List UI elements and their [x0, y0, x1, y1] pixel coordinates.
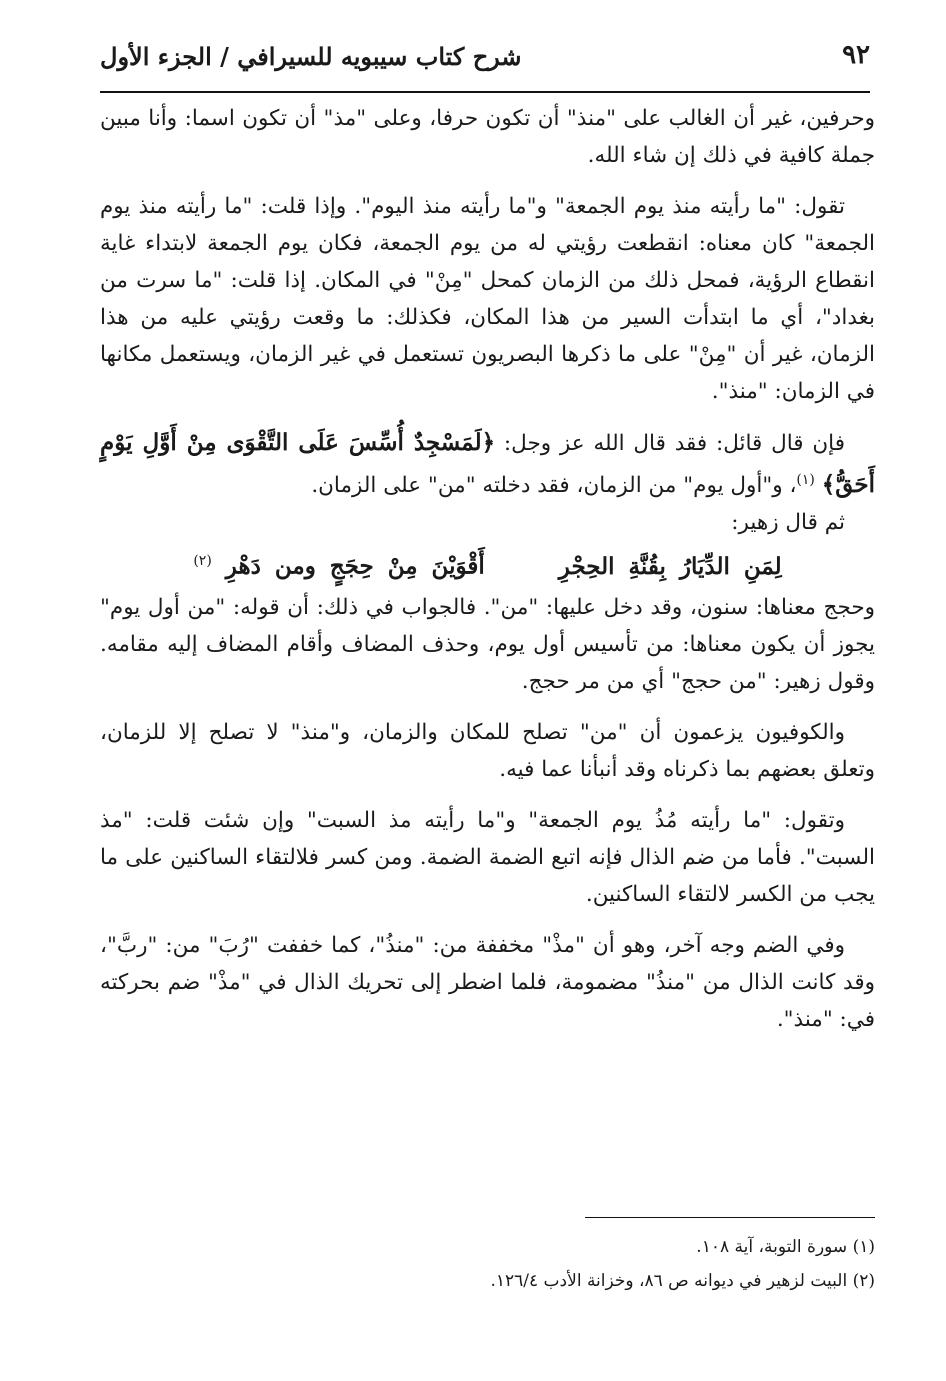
- footnote-mark-2: (٢): [193, 553, 212, 570]
- footnote-1: (١) سورة التوبة، آية ١٠٨.: [696, 1237, 875, 1257]
- header-rule: [100, 91, 870, 93]
- poetry-verse: [100, 543, 875, 585]
- paragraph-8: وفي الضم وجه آخر، وهو أن "مذْ" مخففة من: "منذُ"، كما خففت "رُبَ" من: "ربَّ"، وقد كانت الذال من "منذُ" مضمومة، فلما اضطر إلى تحريك الذال في "مذْ" ضم بحركته في: "منذ".: [100, 932, 875, 1032]
- page-header: [100, 36, 870, 86]
- paragraph-3-end: ، و"أول يوم" من الزمان، فقد دخلته "من" على الزمان.: [311, 473, 797, 499]
- paragraph-6: والكوفيون يزعمون أن "من" تصلح للمكان والزمان، و"منذ" لا تصلح إلا للزمان، وتعلق بعضهم بما ذكرناه وقد أنبأنا عما فيه.: [100, 719, 875, 782]
- footnote-rule: [585, 1217, 875, 1218]
- quran-verse: ﴿لَمَسْجِدٌ أُسِّسَ عَلَى التَّقْوَى مِنْ أَوَّلِ يَوْمٍ أَحَقُّ﴾: [100, 429, 875, 499]
- main-text: [100, 100, 875, 1038]
- running-title: شرح كتاب سيبويه للسيرافي / الجزء الأول: [100, 42, 522, 71]
- page-number: ٩٢: [842, 40, 870, 70]
- verse-hemistich-1: لِمَنِ الدِّيَارُ بِقُنَّةِ الحِجْرِ: [558, 552, 782, 580]
- paragraph-4: ثم قال زهير:: [731, 510, 845, 536]
- paragraph-1: وحرفين، غير أن الغالب على "منذ" أن تكون حرفا، وعلى "مذ" أن تكون اسما: وأنا مبين جملة كافية في ذلك إن شاء الله.: [100, 106, 875, 168]
- paragraph-3-start: فإن قال قائل: فقد قال الله عز وجل:: [495, 431, 845, 456]
- paragraph-3: [100, 424, 875, 504]
- verse-hemistich-2: [163, 543, 514, 585]
- footnotes: [100, 1230, 875, 1298]
- paragraph-7: وتقول: "ما رأيته مُذُ يوم الجمعة" و"ما رأيته مذ السبت" وإن شئت قلت: "مذ السبت". فأما من ضم الذال فإنه اتبع الضمة الضمة. ومن كسر فلالتقاء الساكنين على ما يجب من الكسر لالتقاء الساكنين.: [100, 807, 875, 907]
- paragraph-5: وحجج معناها: سنون، وقد دخل عليها: "من". فالجواب في ذلك: أن قوله: "من أول يوم" يجوز أن يكون معناها: من تأسيس أول يوم، وحذف المضاف وأقام المضاف إليه مقامه. وقول زهير: "من حجج" أي من مر حجج.: [100, 594, 875, 694]
- footnote-2: (٢) البيت لزهير في ديوانه ص ٨٦، وخزانة الأدب ١٢٦/٤.: [490, 1271, 875, 1291]
- paragraph-2: تقول: "ما رأيته منذ يوم الجمعة" و"ما رأيته منذ اليوم". وإذا قلت: "ما رأيته منذ يوم الجمعة" كان معناه: انقطعت رؤيتي له من يوم الجمعة، فكان يوم الجمعة لابتداء غاية انقطاع الرؤية، فمحل ذلك من الزمان كمحل "مِنْ" في المكان. إذا قلت: "ما سرت من بغداد"، أي ما ابتدأت السير من هذا المكان، فكذلك: ما وقعت رؤيتي عليه من هذا الزمان، غير أن "مِنْ" على ما ذكرها البصريون تستعمل في غير الزمان، ويستعمل مكانها في الزمان: "منذ".: [100, 194, 875, 404]
- footnote-mark-1: (١): [796, 472, 815, 488]
- verse-hemistich-2-text: أَقْوَيْنَ مِنْ حِجَجٍ ومن دَهْرِ: [225, 552, 485, 580]
